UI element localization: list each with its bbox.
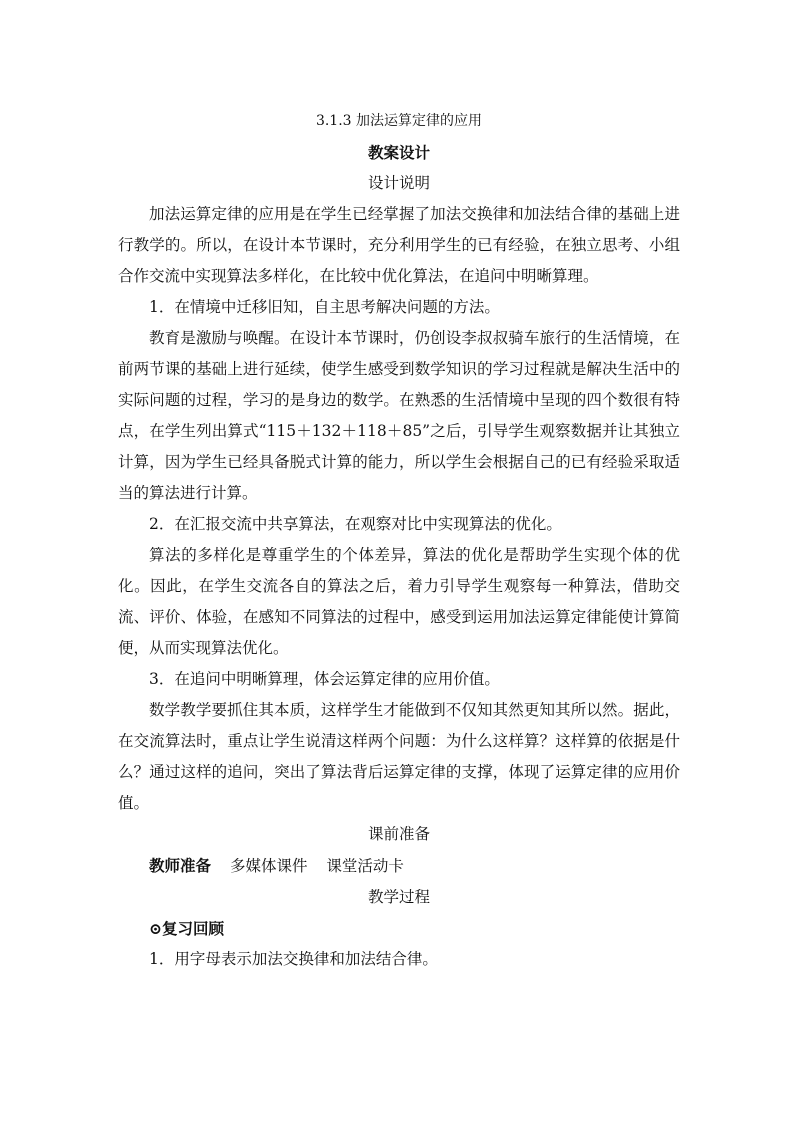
point2-title: 2．在汇报交流中共享算法，在观察对比中实现算法的优化。 — [149, 515, 562, 533]
intro-paragraph: 加法运算定律的应用是在学生已经掌握了加法交换律和加法结合律的基础上进行教学的。所以，在设计本节课时，充分利用学生的已有经验，在独立思考、小组合作交流中实现算法多样化，在比较中优化算法，在追问中明晰算理。 — [118, 205, 680, 285]
point3-title: 3．在追问中明晰算理，体会运算定律的应用价值。 — [149, 670, 500, 688]
prep-item: 课堂活动卡 — [326, 857, 404, 875]
document-content — [118, 106, 680, 975]
prep-item: 多媒体课件 — [229, 857, 308, 875]
review-heading: ⊙复习回顾 — [149, 919, 224, 938]
section-heading-design: 设计说明 — [367, 174, 430, 192]
lesson-title: 3.1.3 加法运算定律的应用 — [315, 113, 483, 129]
point3-body: 数学教学要抓住其本质，这样学生才能做到不仅知其然更知其所以然。据此，在交流算法时，重点让学生说清这样两个问题：为什么这样算？这样算的依据是什么？通过这样的追问，突出了算法背后运算定律的支撑，体现了运算定律的应用价值。 — [118, 701, 680, 812]
point1-title: 1．在情境中迁移旧知，自主思考解决问题的方法。 — [149, 298, 500, 316]
section-heading-prep: 课前准备 — [367, 825, 430, 843]
section-heading-process: 教学过程 — [367, 888, 430, 906]
lesson-subtitle: 教案设计 — [367, 143, 430, 162]
point2-body: 算法的多样化是尊重学生的个体差异，算法的优化是帮助学生实现个体的优化。因此，在学生交流各自的算法之后，着力引导学生观察每一种算法，借助交流、评价、体验，在感知不同算法的过程中，感受到运用加法运算定律能使计算简便，从而实现算法优化。 — [118, 546, 680, 657]
prep-label: 教师准备 — [149, 856, 212, 875]
prep-row — [118, 850, 680, 882]
review-item: 1．用字母表示加法交换律和加法结合律。 — [149, 950, 438, 968]
point1-body: 教育是激励与唤醒。在设计本节课时，仍创设李叔叔骑车旅行的生活情境，在前两节课的基础上进行延续，使学生感受到数学知识的学习过程就是解决生活中的实际问题的过程，学习的是身边的数学。在熟悉的生活情境中呈现的四个数很有特点，在学生列出算式“115＋132＋118＋85”之后，引导学生观察数据并让其独立计算，因为学生已经具备脱式计算的能力，所以学生会根据自己的已有经验采取适当的算法进行计算。 — [118, 329, 680, 502]
